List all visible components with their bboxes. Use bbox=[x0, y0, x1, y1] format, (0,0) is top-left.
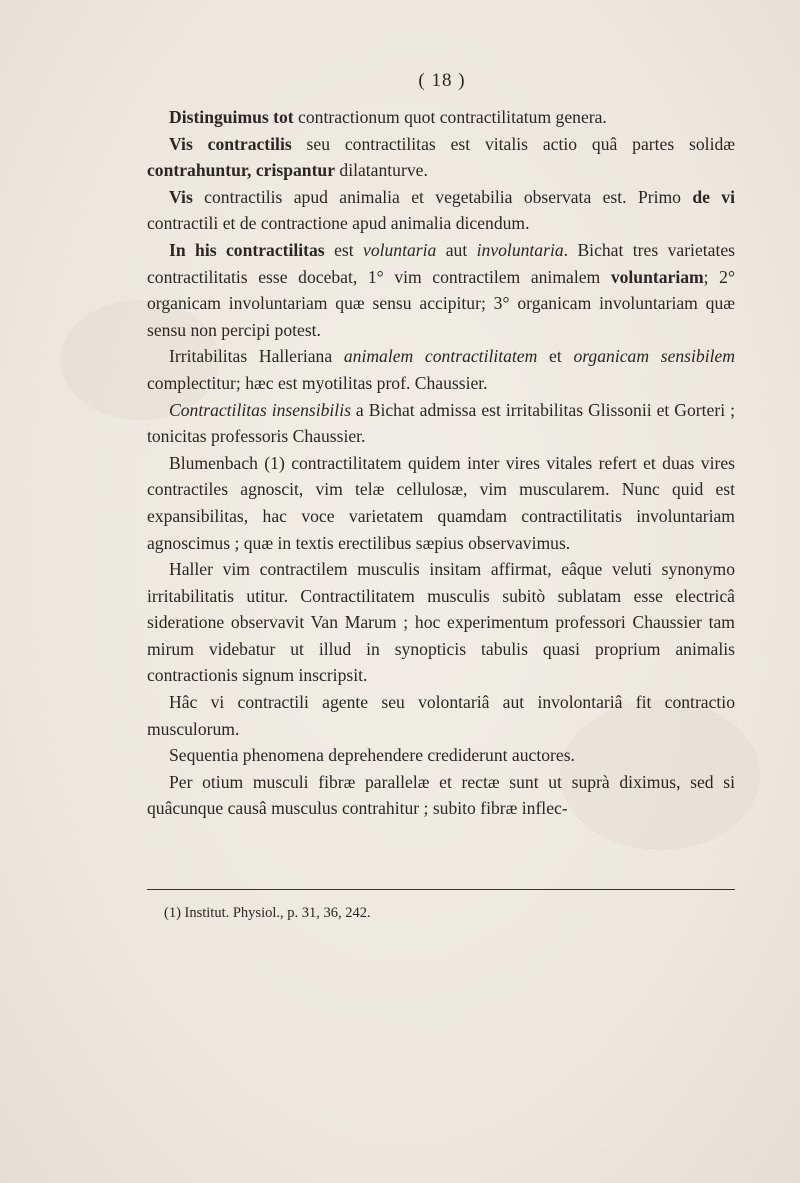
text-run: contractili et de contractione apud animalia dicendum. bbox=[147, 213, 530, 234]
footnote-rule bbox=[147, 889, 735, 890]
paragraph bbox=[147, 343, 735, 396]
page-number: ( 18 ) bbox=[418, 70, 466, 91]
text-run: complectitur; hæc est myotilitas prof. Chaussier. bbox=[147, 372, 488, 393]
paragraph bbox=[147, 556, 735, 689]
text-run: Vis bbox=[169, 186, 193, 207]
text-run: Per otium musculi fibræ parallelæ et rectæ sunt ut suprà diximus, sed si quâcunque causâ musculus contrahitur ; subito fibræ inflec- bbox=[147, 771, 735, 819]
text-run: dilatanturve. bbox=[335, 160, 428, 181]
text-run: animalem contractilitatem bbox=[343, 346, 538, 367]
paragraph bbox=[147, 689, 735, 742]
paragraph bbox=[147, 769, 735, 822]
footnote: (1) Institut. Physiol., p. 31, 36, 242. bbox=[164, 905, 371, 921]
paragraph bbox=[147, 131, 735, 184]
text-run: contractionum quot contractilitatum genera. bbox=[293, 107, 607, 127]
text-run: contrahuntur, crispantur bbox=[147, 160, 336, 181]
text-run: Contractilitas insensibilis bbox=[169, 399, 351, 420]
text-run: Blumenbach (1) contractilitatem quidem inter vires vitales refert et duas vires contractiles agnoscit, vim telæ cellulosæ, vim muscularem. Nunc quid est expansibilitas, hac voce varietatem quamdam contractilitatis involuntariam agnoscimus ; quæ in textis erectilibus sæpius observavimus. bbox=[147, 452, 735, 553]
paragraph bbox=[147, 450, 735, 556]
text-run: Sequentia phenomena deprehendere crediderunt auctores. bbox=[169, 745, 575, 766]
text-run: et bbox=[537, 346, 574, 367]
text-run: organicam sensibilem bbox=[573, 346, 735, 367]
text-run: Irritabilitas Halleriana bbox=[169, 346, 344, 367]
text-run: aut bbox=[436, 239, 477, 260]
text-run: Distinguimus tot bbox=[169, 107, 294, 127]
paragraph bbox=[147, 184, 735, 237]
text-run: . Bichat tres varietates contractilitatis esse docebat, 1° vim contractilem animalem bbox=[147, 239, 735, 287]
paragraph bbox=[147, 742, 735, 769]
text-run: de vi bbox=[692, 186, 735, 207]
text-run: Vis contractilis bbox=[169, 133, 292, 154]
paragraph bbox=[147, 397, 735, 450]
paragraph bbox=[147, 237, 735, 343]
text-run: Haller vim contractilem musculis insitam affirmat, eâque veluti synonymo irritabilitatis utitur. Contractilitatem musculis subitò sublatam esse electricâ sideratione observavit Van Marum ; hoc experimentum professori Chaussier tam mirum videbatur ut illud in synopticis tabulis quasi proprium animalis contractionis signum inscripsit. bbox=[147, 559, 735, 686]
paragraph bbox=[147, 104, 735, 131]
text-run: contractilis apud animalia et vegetabilia observata est. Primo bbox=[192, 186, 693, 207]
text-run: involuntaria bbox=[476, 239, 564, 260]
text-run: a Bichat admissa est irritabilitas Glissonii et Gorteri ; tonicitas professoris Chaussier. bbox=[147, 399, 735, 447]
text-run: voluntariam bbox=[610, 266, 704, 287]
body-text bbox=[147, 104, 735, 822]
text-run: In his contractilitas bbox=[169, 239, 325, 260]
text-run: ; 2° organicam involuntariam quæ sensu accipitur; 3° organicam involuntariam quæ sensu non percipi potest. bbox=[147, 266, 736, 340]
text-run: est bbox=[324, 239, 364, 260]
text-run: seu contractilitas est vitalis actio quâ partes solidæ bbox=[291, 133, 735, 154]
text-run: Hâc vi contractili agente seu volontariâ aut involontariâ fit contractio musculorum. bbox=[147, 692, 735, 739]
text-run: voluntaria bbox=[363, 239, 437, 260]
